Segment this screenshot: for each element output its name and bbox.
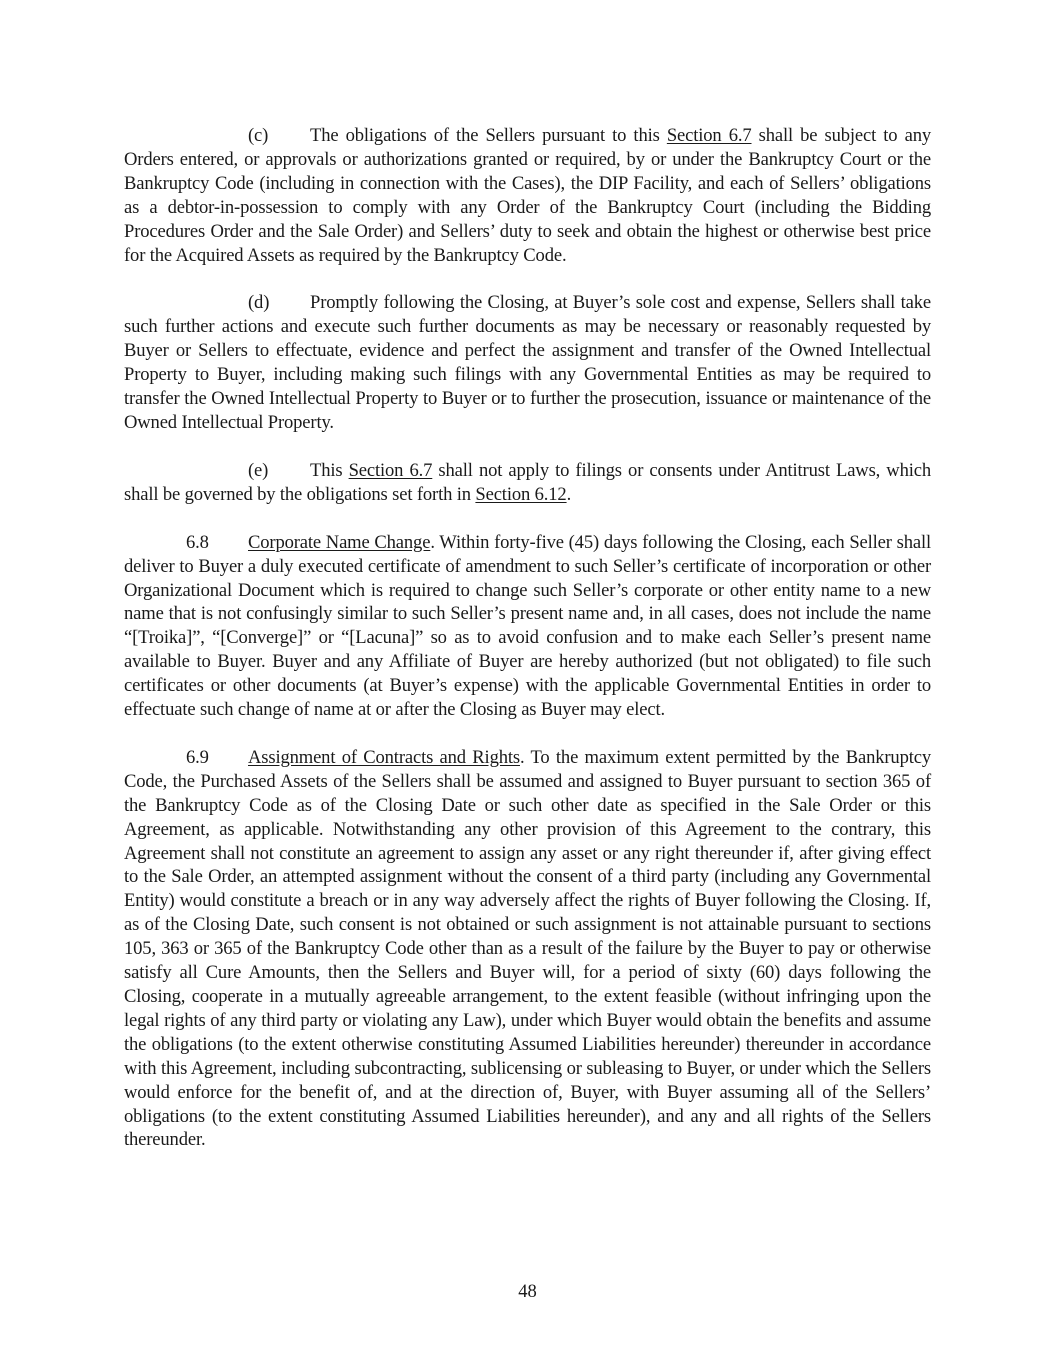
section-heading: Corporate Name Change (248, 531, 431, 553)
subsection-label: (e) (248, 459, 269, 481)
page-number: 48 (518, 1281, 537, 1302)
section-reference-link: Section 6.7 (666, 125, 752, 146)
section-number: 6.8 (186, 531, 209, 553)
subsection-label: (c) (248, 125, 269, 146)
subsection-label: (d) (248, 292, 270, 314)
section-reference-link: Section 6.7 (348, 459, 433, 481)
section-heading: Assignment of Contracts and Rights (248, 746, 520, 768)
paragraph-6-7-d: (d) Promptly following the Closing, at Buyer’s sole cost and expense, Sellers shall take such further actions and execute such further documents as may be necessary or reasonably requested by Buyer or Sellers to effectuate, evidence and perfect the assignment and transfer of the Owned Intellectual Property to Buyer, including making such filings with any Governmental Entities as may be required to transfer the Owned Intellectual Property to Buyer or to further the prosecution, issuance or maintenance of the Owned Intellectual Property. (124, 292, 931, 433)
paragraph-6-7-e: (e) This Section 6.7 shall not apply to filings or consents under Antitrust Laws, which shall be governed by the obligations set forth in Section 6.12. (124, 459, 931, 505)
section-6-9: 6.9 Assignment of Contracts and Rights. To the maximum extent permitted by the Bankruptcy Code, the Purchased Assets of the Sellers shall be assumed and assigned to Buyer pursuant to section 365 of the Bankruptcy Code as of the Closing Date or such other date as specified in the Sale Order or this Agreement, as applicable. Notwithstanding any other provision of this Agreement to the contrary, this Agreement shall not constitute an agreement to assign any asset or any right thereunder if, after giving effect to the Sale Order, an attempted assignment without the consent of a third party (including any Governmental Entity) would constitute a breach or in any way adversely affect the rights of Buyer following the Closing. If, as of the Closing Date, such consent is not obtained or such assignment is not attainable pursuant to sections 105, 363 or 365 of the Bankruptcy Code other than as a result of the failure by the Buyer to pay or otherwise satisfy all Cure Amounts, then the Sellers and Buyer will, for a period of sixty (60) days following the Closing, cooperate in a mutually agreeable arrangement, to the extent feasible (without infringing upon the legal rights of any third party or violating any Law), under which Buyer would obtain the benefits and assume the obligations (to the extent otherwise constituting Assumed Liabilities hereunder) thereunder in accordance with this Agreement, including subcontracting, sublicensing or subleasing to Buyer, or under which the Sellers would enforce for the benefit of, and at the direction of, Buyer, with Buyer assuming all of the Sellers’ obligations (to the extent constituting Assumed Liabilities hereunder), and any and all rights of the Sellers thereunder. (124, 746, 931, 1151)
section-number: 6.9 (186, 746, 209, 768)
document-page (124, 124, 931, 1176)
section-reference-link: Section 6.12 (475, 483, 567, 505)
section-6-8: 6.8 Corporate Name Change. Within forty-five (45) days following the Closing, each Seller shall deliver to Buyer a duly executed certificate of amendment to such Seller’s certificate of incorporation or other Organizational Document which is required to change such Seller’s corporate or other entity name to a new name that is not confusingly similar to such Seller’s present name and, in all cases, does not include the name “[Troika]”, “[Converge]” or “[Lacuna]” so as to avoid confusion and to make each Seller’s present name available to Buyer. Buyer and any Affiliate of Buyer are hereby authorized (but not obligated) to file such certificates or other documents (at Buyer’s expense) with the applicable Governmental Entities in order to effectuate such change of name at or after the Closing as Buyer may elect. (124, 531, 931, 721)
paragraph-6-7-c: (c) The obligations of the Sellers pursuant to this Section 6.7 shall be subject to any Orders entered, or approvals or authorizations granted or required, by or under the Bankruptcy Court or the Bankruptcy Code (including in connection with the Cases), the DIP Facility, and each of Sellers’ obligations as a debtor-in-possession to comply with any Order of the Bankruptcy Court (including the Bidding Procedures Order and the Sale Order) and Sellers’ duty to seek and obtain the highest or otherwise best price for the Acquired Assets as required by the Bankruptcy Code. (124, 125, 931, 266)
